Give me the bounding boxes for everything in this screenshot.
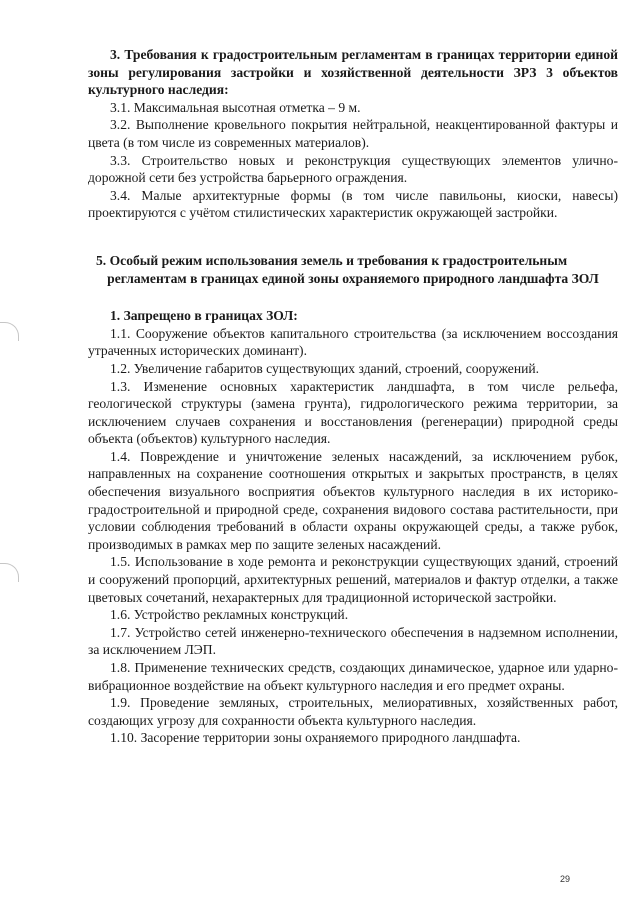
paragraph-1-9: 1.9. Проведение земляных, строительных, мелиоративных, хозяйственных работ, создающих угрозу для сохранности объекта культурного наследия.: [88, 695, 618, 728]
paragraph-1-5: 1.5. Использование в ходе ремонта и реконструкции существующих зданий, строений и сооружений пропорций, архитектурных решений, материалов и фактур отделки, а также цветовых сочетаний, нехарактерных для традиционной исторической застройки.: [88, 554, 618, 605]
paragraph-1-1: 1.1. Сооружение объектов капитального строительства (за исключением воссоздания утраченных исторических доминант).: [88, 325, 618, 359]
section-3-heading: 3. Требования к градостроительным регламентам в границах территории единой зоны регулирования застройки и хозяйственной деятельности ЗРЗ 3 объектов культурного наследия:: [88, 47, 618, 98]
paragraph-1-8: 1.8. Применение технических средств, создающих динамическое, ударное или ударно-вибрационное воздействие на объект культурного наследия и его предмет охраны.: [88, 660, 618, 693]
paragraph-3-2: 3.2. Выполнение кровельного покрытия нейтральной, неакцентированной фактуры и цвета (в том числе из современных материалов).: [88, 117, 618, 150]
section-5-heading: [88, 252, 618, 287]
paragraph-1-6: 1.6. Устройство рекламных конструкций.: [110, 607, 349, 623]
prohibited-heading: 1. Запрещено в границах ЗОЛ:: [110, 308, 298, 324]
paragraph-3-1: 3.1. Максимальная высотная отметка – 9 м.: [110, 99, 361, 115]
section-5-heading-line-1: 5. Особый режим использования земель и требования к градостроительным: [96, 252, 568, 268]
punch-hole-mark: [0, 322, 19, 341]
paragraph-1-3: 1.3. Изменение основных характеристик ландшафта, в том числе рельефа, геологической структуры (замена грунта), гидрологического режима территории, за исключением случаев сохранения и восстановления (регенерации) природной среды объекта (объектов) культурного наследия.: [88, 378, 618, 447]
page-number: 29: [560, 874, 571, 884]
paragraph-1-2: 1.2. Увеличение габаритов существующих зданий, строений, сооружений.: [110, 360, 540, 376]
paragraph-3-4: 3.4. Малые архитектурные формы (в том числе павильоны, киоски, навесы) проектируются с учётом стилистических характеристик окружающей застройки.: [88, 187, 618, 221]
paragraph-1-4: 1.4. Повреждение и уничтожение зеленых насаждений, за исключением рубок, направленных на сохранение соотношения открытых и закрытых пространств, в целях обеспечения визуального восприятия объектов культурного наследия в их историко-градостроительной и природной среде, сохранения видового состава растительности, при условии соблюдения требований в области охраны окружающей среды, а также рубок, производимых в рамках мер по защите зеленых насаждений.: [88, 448, 618, 552]
section-5-heading-line-2: регламентам в границах единой зоны охраняемого природного ландшафта ЗОЛ: [107, 270, 599, 286]
punch-hole-mark: [0, 563, 19, 582]
paragraph-1-7: 1.7. Устройство сетей инженерно-технического обеспечения в надземном исполнении, за исключением ЛЭП.: [88, 624, 618, 658]
document-body: [88, 46, 618, 747]
paragraph-3-3: 3.3. Строительство новых и реконструкция существующих элементов улично-дорожной сети без устройства барьерного ограждения.: [88, 152, 618, 186]
paragraph-1-10: 1.10. Засорение территории зоны охраняемого природного ландшафта.: [110, 730, 521, 746]
